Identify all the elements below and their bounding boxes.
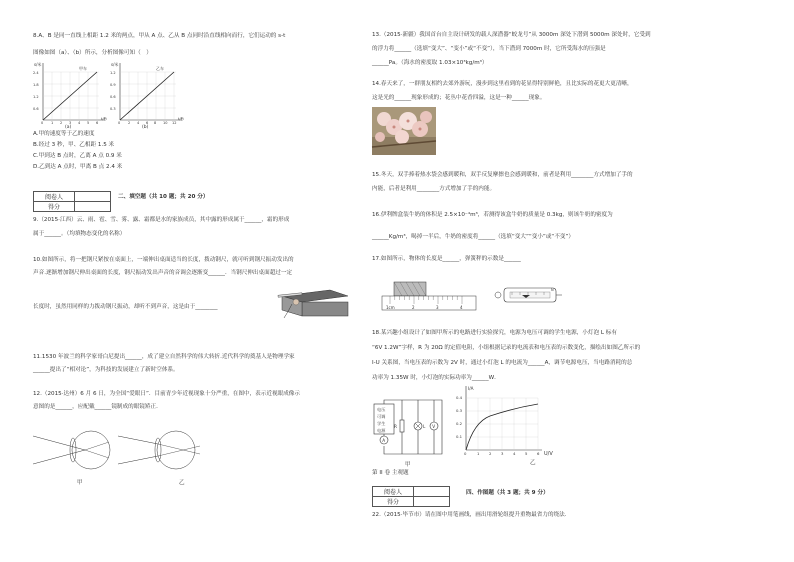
section4-heading: 四、作图题（共 3 题；共 9 分） <box>466 490 549 496</box>
q8-line2: 图像如图（a）、（b）所示，分析图像可知（ ） <box>33 50 152 56</box>
score-table <box>33 191 111 212</box>
q10-line3: 长度时，虽然用同样的力拨动钢尺振动，却听不到声音，这是由于________ <box>33 304 218 310</box>
spring-scale-figure <box>494 282 564 308</box>
iu-graph-ytick: 0.4 <box>456 395 463 400</box>
graph-a-xtick: 0 <box>41 121 44 125</box>
q14-line1: 14.春天来了，一群朋友相约去郊外游玩，漫步到这里看到的花显得特别鲜艳，且比实际的花更大更清晰， <box>372 81 633 87</box>
graph-b-ytick: 0.3 <box>110 107 116 111</box>
graph-a-xtick: 5 <box>87 121 90 125</box>
circuit-label-jia: 甲 <box>405 462 411 468</box>
graph-a-xtick: 3 <box>69 121 72 125</box>
graph-b-ytick: 0.9 <box>110 83 116 87</box>
iu-graph-ytick: 0.2 <box>456 421 463 426</box>
q17-line1: 17.如图所示，物体的长度是______，弹簧秤的示数是______ <box>372 256 521 262</box>
graph-a-ytick: 0.6 <box>33 107 39 111</box>
q8-option-c: C.甲到达 B 点时，乙离 A 点 0.9 米 <box>33 153 122 159</box>
q13-line1: 13.（2015·新疆）我国首台自主设计研发的载人深潜器“蛟龙号”从 3000m 深处下潜到 5000m 深处时，它受到 <box>372 32 651 38</box>
circuit-source-text: 学生 <box>377 421 386 426</box>
q10-line1: 10.如图所示，将一把钢尺紧按在桌面上，一端伸出桌面适当的长度，拨动钢尺，就可听到钢尺振动发出的 <box>33 257 294 263</box>
q15-line1: 15.冬天，双手捧着热水袋会感到暖和，双手反复摩擦也会感到暖和，前者是利用________方式增加了手的 <box>372 172 633 178</box>
ruler-tick-label: 1cm <box>386 305 395 310</box>
graph-b-xtick: 6 <box>146 121 149 125</box>
section2-heading: 二、填空题（共 10 题；共 20 分） <box>118 194 209 200</box>
graph-b-caption: (b) <box>142 125 149 130</box>
graph-a-caption: (a) <box>65 125 72 130</box>
graph-b-ytick: 1.2 <box>110 71 116 75</box>
q8-line1: 8.A、B 是同一直线上相距 1.2 米的两点，甲从 A 点、乙从 B 点同时沿直线相向而行，它们运动的 s-t <box>33 33 286 39</box>
iu-graph-xtick: 6 <box>537 451 540 456</box>
eye-label-jia: 甲 <box>77 480 83 486</box>
iu-graph-xtick: 0 <box>464 451 467 456</box>
q18-line2: “6V 1.2W”字样，R 为 20Ω 的定值电阻，小组根据记录的电流表和电压表的示数变化，描绘出如图乙所示的 <box>372 345 641 351</box>
q15-line2: 内能，后者是利用________方式增加了手的内能。 <box>372 186 496 192</box>
iu-graph-xtick: 4 <box>513 451 516 456</box>
graph-a-xtick: 2 <box>60 121 63 125</box>
graph-b-xlabel: t/秒 <box>178 117 185 121</box>
q9-line2: 属于______。（均填物态变化的名称） <box>33 231 126 237</box>
circuit-source-text: 电压 <box>377 407 386 412</box>
q13-line2: 的浮力将______（选填“变大”、“变小”或“不变”），当下潜到 7000m 时，它所受海水的压强是 <box>372 46 606 52</box>
flower-photo <box>372 107 436 155</box>
q18-line3: I-U 关系图，当电压表的示数为 2V 时，通过小灯泡 L 的电流为______A，调节电源电压，当电路消耗的总 <box>372 360 633 366</box>
q10-line2: 声音.逐渐增加钢尺伸出桌面的长度，钢尺振动发出声音的音调会逐渐变______．当钢尺伸出桌面超过一定 <box>33 270 293 276</box>
graph-a-ylabel: s/米 <box>34 62 42 67</box>
graph-b-xtick: 10 <box>163 121 168 125</box>
graph-label-yi: 乙 <box>530 460 536 466</box>
circuit-diagram-jia <box>372 400 446 460</box>
iu-graph-xtick: 1 <box>477 451 480 456</box>
ruler-tick-label: 2 <box>412 305 415 310</box>
length-ruler-figure <box>380 278 480 318</box>
q11-line2: ______提出了“相对论”，为科技的发展建立了新时空体系。 <box>33 367 179 373</box>
graph-b-xtick: 8 <box>154 121 157 125</box>
score-table-score: 得分 <box>373 497 414 507</box>
graph-b-name: 乙车 <box>156 66 164 71</box>
q12-line2: 意图的是______，应配戴______镜制成的眼镜矫正． <box>33 404 162 410</box>
graph-b-xtick: 12 <box>172 121 177 125</box>
graph-a-ytick: 2.4 <box>33 71 39 75</box>
q11-line1: 11.1530 年波兰的科学家哥白尼提出______，成了建立自然科学的伟大转折.近代科学的奠基人是物理学家 <box>33 354 295 360</box>
score-table-score: 得分 <box>34 202 75 212</box>
graph-b-ylabel: s/米 <box>111 62 119 67</box>
iu-graph-ylabel: I/A <box>468 386 474 391</box>
part2-heading: 第 II 卷 主观题 <box>372 470 409 476</box>
voltmeter-label: V <box>432 423 436 429</box>
circuit-source-text: 电源 <box>377 428 386 433</box>
q9-line1: 9.（2015·江西）云、雨、雹、雪、雾、露、霜都是水的家族成员，其中露的形成属于______，霜的形成 <box>33 217 290 223</box>
graph-a-name: 甲车 <box>79 66 87 71</box>
q22-text: 22.（2015·毕节市）请在图中用笔画线，画出用滑轮组提升重物最省力的绕法. <box>372 512 567 518</box>
eye-label-yi: 乙 <box>179 480 185 486</box>
eye-diagram-jia <box>33 428 123 474</box>
ammeter-label: A <box>382 437 386 443</box>
graph-b <box>110 60 185 125</box>
lamp-label: L <box>423 424 426 429</box>
ruler-on-table-figure <box>270 282 350 322</box>
q8-option-b: B.经过 3 秒，甲、乙相距 1.5 米 <box>33 142 115 148</box>
q16-line2: ______Kg/m³，喝掉一半后，牛奶的密度将______（选填“变大”“变小”或“不变”） <box>372 234 574 240</box>
score-table-reviewer: 阅卷人 <box>373 487 414 497</box>
ruler-tick-label: 3 <box>436 305 439 310</box>
q8-option-a: A.甲的速度等于乙的速度 <box>33 131 95 137</box>
q12-line1: 12.（2015·达州）6 月 6 日，为全国“爱眼日”．目前青少年近视现象十分严重，在图中，表示近视眼成像示 <box>33 391 300 397</box>
iu-graph-xtick: 5 <box>525 451 528 456</box>
iu-graph-xlabel: U/V <box>544 451 553 457</box>
eye-diagram-yi <box>118 428 208 474</box>
resistor-label: R <box>394 424 397 429</box>
iu-graph-ytick: 0.3 <box>456 408 463 413</box>
graph-a-ytick: 1.8 <box>33 83 39 87</box>
iu-graph-ytick: 0.1 <box>456 434 463 439</box>
graph-b-ytick: 0.6 <box>110 95 116 99</box>
graph-b-xtick: 2 <box>128 121 131 125</box>
ruler-tick-label: 4 <box>460 305 463 310</box>
q18-line1: 18.某兴趣小组设计了如图甲所示的电路进行实验探究，电源为电压可调的学生电源，小灯泡 L 标有 <box>372 330 617 336</box>
graph-a-xtick: 4 <box>78 121 81 125</box>
iu-graph-xtick: 3 <box>501 451 504 456</box>
q18-line4: 功率为 1.35W 时，小灯泡的实际功率为______W． <box>372 375 500 381</box>
graph-b-xtick: 4 <box>137 121 140 125</box>
graph-a-xtick: 6 <box>96 121 99 125</box>
score-table <box>372 486 450 507</box>
graph-b-xtick: 0 <box>118 121 121 125</box>
q8-option-d: D.乙到达 A 点时，甲离 B 点 2.4 米 <box>33 164 123 170</box>
graph-a-xlabel: t/秒 <box>101 117 108 121</box>
iu-graph-yi <box>456 384 546 460</box>
iu-graph-xtick: 2 <box>489 451 492 456</box>
score-table-reviewer: 阅卷人 <box>34 192 75 202</box>
q14-line2: 这是光的______现象形成的；花丛中花香四溢，这是一种______现象。 <box>372 95 546 101</box>
graph-a-ytick: 1.2 <box>33 95 39 99</box>
spring-scale-unit: N <box>551 288 554 292</box>
circuit-source-text: 可调 <box>377 414 386 419</box>
graph-a-xtick: 1 <box>51 121 54 125</box>
graph-a <box>33 60 108 125</box>
q13-line3: ______Pa。（海水的密度取 1.03×10³kg/m³） <box>372 60 488 66</box>
q16-line1: 16.伊利牌盒装牛奶的体积是 2.5×10⁻⁴m³，若测得该盒牛奶的质量是 0.3kg，则该牛奶的密度为 <box>372 212 613 218</box>
